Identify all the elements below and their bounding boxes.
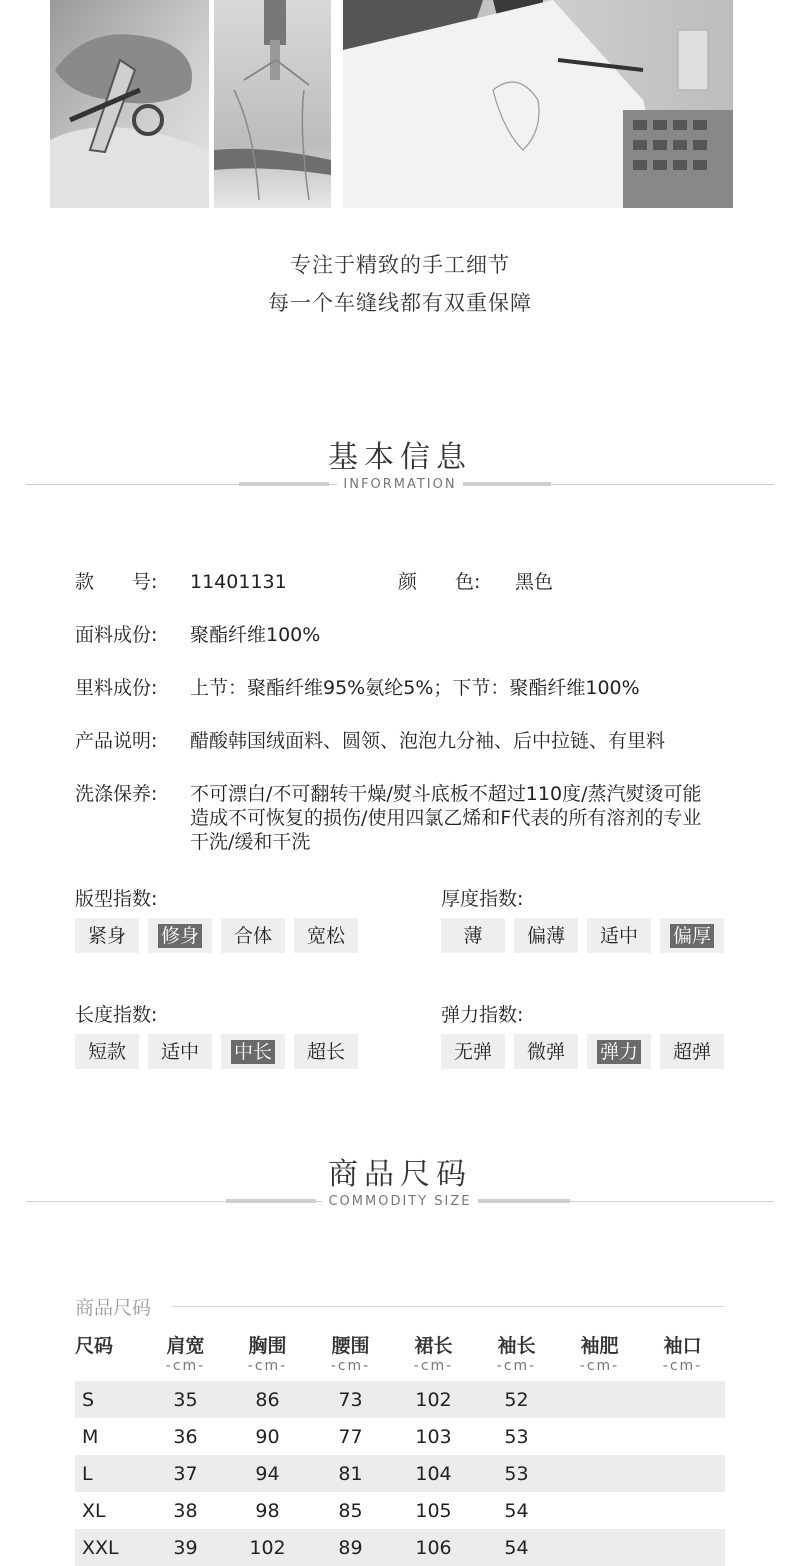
fit-option: 紧身 — [75, 918, 139, 953]
size-table-caption: 商品尺码 — [75, 1297, 152, 1319]
header-cell: 胸围 -cm- — [247, 1335, 288, 1374]
care-label: 洗涤保养: — [75, 783, 158, 805]
fit-option: 合体 — [221, 918, 285, 953]
header-cell: 袖肥 -cm- — [579, 1335, 620, 1374]
fabric-value: 聚酯纤维100% — [190, 624, 321, 646]
length-index — [75, 1003, 345, 1063]
header-cell: 尺码 — [75, 1335, 114, 1357]
slogan-line-1: 专注于精致的手工细节 — [290, 253, 510, 277]
thickness-index — [441, 887, 711, 947]
craft-photo-strip — [0, 0, 800, 208]
section-title: 商品尺码 — [328, 1157, 472, 1192]
table-row: M 36 90 77 103 53 — [82, 1426, 529, 1448]
code-label: 款 号: — [75, 571, 158, 593]
header-cell: 裙长 -cm- — [413, 1335, 454, 1374]
stretch-index-label: 弹力指数: — [441, 1004, 524, 1026]
description-value: 醋酸韩国绒面料、圆领、泡泡九分袖、后中拉链、有里料 — [190, 730, 666, 752]
thickness-option: 薄 — [441, 918, 505, 953]
lining-label: 里料成份: — [75, 677, 158, 699]
thickness-option-selected: 偏厚 — [660, 918, 724, 953]
color-label: 颜 色: — [398, 571, 481, 593]
photo-design-desk — [343, 0, 733, 208]
length-index-label: 长度指数: — [75, 1004, 158, 1026]
section-subtitle: COMMODITY SIZE — [322, 1194, 477, 1209]
thickness-option: 偏薄 — [514, 918, 578, 953]
stretch-option-selected: 弹力 — [587, 1034, 651, 1069]
table-row: L 37 94 81 104 53 — [75, 1455, 725, 1492]
header-cell: 袖长 -cm- — [496, 1335, 537, 1374]
fit-option: 宽松 — [294, 918, 358, 953]
stretch-option: 无弹 — [441, 1034, 505, 1069]
fit-index — [75, 887, 345, 947]
code-value: 11401131 — [190, 571, 287, 593]
thickness-index-label: 厚度指数: — [441, 888, 524, 910]
stretch-index — [441, 1003, 711, 1063]
length-option-selected: 中长 — [221, 1034, 285, 1069]
length-option: 短款 — [75, 1034, 139, 1069]
table-row: S 35 86 73 102 52 — [75, 1381, 725, 1418]
section-header-commodity-size — [0, 1155, 800, 1215]
header-cell: 肩宽 -cm- — [165, 1335, 206, 1374]
stretch-option: 微弹 — [514, 1034, 578, 1069]
fit-index-label: 版型指数: — [75, 888, 158, 910]
photo-sewing-machine — [214, 0, 331, 208]
length-option: 超长 — [294, 1034, 358, 1069]
care-value: 不可漂白/不可翻转干燥/熨斗底板不超过110度/蒸汽熨烫可能造成不可恢复的损伤/使用四氯乙烯和F代表的所有溶剂的专业干洗/缓和干洗 — [190, 783, 702, 853]
description-label: 产品说明: — [75, 730, 158, 752]
section-subtitle: INFORMATION — [337, 477, 462, 492]
slogan — [0, 246, 800, 322]
header-cell: 腰围 -cm- — [330, 1335, 371, 1374]
section-header-information — [0, 438, 800, 498]
header-cell: 袖口 -cm- — [662, 1335, 703, 1374]
photo-scissors-cutting — [50, 0, 209, 208]
table-row: XXL 39 102 89 106 54 — [75, 1529, 725, 1566]
size-table-header — [75, 1334, 725, 1378]
table-row: XL 38 98 85 105 54 — [82, 1500, 529, 1522]
fit-option-selected: 修身 — [148, 918, 212, 953]
slogan-line-2: 每一个车缝线都有双重保障 — [268, 291, 532, 315]
thickness-option: 适中 — [587, 918, 651, 953]
section-title: 基本信息 — [328, 440, 472, 475]
lining-value: 上节：聚酯纤维95%氨纶5%；下节：聚酯纤维100% — [190, 677, 640, 699]
caption-divider — [172, 1306, 725, 1307]
color-value: 黑色 — [515, 571, 554, 593]
length-option: 适中 — [148, 1034, 212, 1069]
stretch-option: 超弹 — [660, 1034, 724, 1069]
fabric-label: 面料成份: — [75, 624, 158, 646]
